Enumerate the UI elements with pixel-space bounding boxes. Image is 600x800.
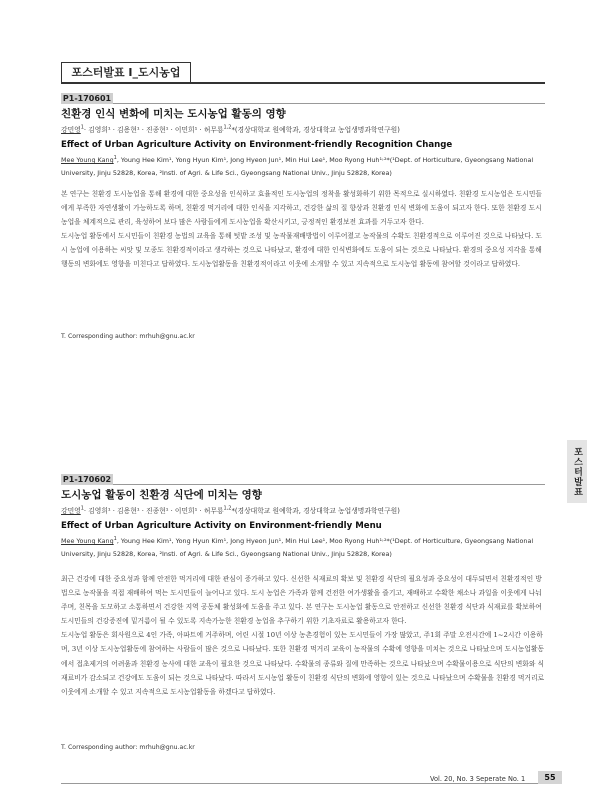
paper-authors-korean: 강민영$^1$· 김영희¹ · 김용현¹ · 진종현¹ · 이민희¹ · 허무룡$^{1,2}$*(경상대학교 원예학과, 경상대학교 농업생명과학연구원) bbox=[61, 124, 400, 134]
page-number: 55 bbox=[538, 771, 562, 784]
coauthors-english: , Young Hee Kim¹, Yong Hyun Kim¹, Jong Hyeon Jun¹, Min Hui Lee¹, Moo Ryong Huh¹˒²*(¹Dept. of Horticulture, Gyeongsang National bbox=[116, 156, 534, 164]
paper-abstract bbox=[61, 572, 545, 699]
coauthors-english: , Young Hee Kim¹, Yong Hyun Kim¹, Jong Hyeon Jun¹, Min Hui Lee¹, Moo Ryong Huh¹˒²*(¹Dept. of Horticulture, Gyeongsang National bbox=[116, 537, 534, 545]
paper-authors-english: Mee Young Kang$^1$, Young Hee Kim¹, Yong Hyun Kim¹, Jong Hyeon Jun¹, Min Hui Lee¹, Moo Ryong Huh¹˒²*(¹Dept. of Horticulture, Gyeongsang National bbox=[61, 535, 534, 545]
footer-rule bbox=[61, 783, 545, 784]
corresponding-author: T. Corresponding author: mrhuh@gnu.ac.kr bbox=[61, 744, 195, 751]
paper-authors-english: Mee Young Kang$^1$, Young Hee Kim¹, Yong Hyun Kim¹, Jong Hyeon Jun¹, Min Hui Lee¹, Moo Ryong Huh¹˒²*(¹Dept. of Horticulture, Gyeongsang National bbox=[61, 154, 534, 164]
coauthors-korean: · 김영희¹ · 김용현¹ · 진종현¹ · 이민희¹ · 허무룡 bbox=[83, 126, 224, 134]
coauthors-korean: · 김영희¹ · 김용현¹ · 진종현¹ · 이민희¹ · 허무룡 bbox=[83, 507, 224, 515]
paper-title-english: Effect of Urban Agriculture Activity on Environment-friendly Recognition Change bbox=[61, 140, 453, 150]
corresponding-author: T. Corresponding author: mrhuh@gnu.ac.kr bbox=[61, 333, 195, 340]
side-section-tab: 포스터발표 bbox=[567, 440, 587, 503]
paper-affiliation-english: University, Jinju 52828, Korea, ²Insti. of Agri. & Life Sci., Gyeongsang National Univ., Jinju 52828, Korea) bbox=[61, 169, 392, 177]
abstract-paragraph: 도시농업 활동은 회사원으로 4인 가족, 아파트에 거주하며, 어린 시절 10년 이상 농촌경험이 있는 도시민들이 가장 많았고, 주1회 주말 오전시간에 1~2시간 이용하며, 3년 이상 도시농업활동에 참여하는 사람들이 많은 것으로 나타났다. 또한 친환경 먹거리 교육이 농작물의 수확에 영향을 미치는 것으로 나타났으며 도시농업활동에서 접초제거의 어려움과 친환경 농사에 대한 교육이 필요한 것으로 나타났다. 수확물의 종류와 질에 만족하는 것으로 나타났으며 수확물이용으로 식단의 변화와 식재료비가 감소되고 건강에도 도움이 되는 것으로 나타났다. 따라서 도시농업 활동이 친환경 식단의 변화에 영향이 있는 것으로 나타났으며 수확물을 친환경 먹거리로 이웃에게 소개할 수 있고 지속적으로 도시농업활동을 하겠다고 답하였다. bbox=[61, 631, 545, 696]
section-tab: 포스터발표 I_도시농업 bbox=[61, 62, 191, 83]
presenter-name-english: Mee Young Kang bbox=[61, 156, 114, 164]
abstract-paragraph: 도시농업 활동에서 도시민들이 친환경 농법의 교육을 통해 텃밭 조성 및 농작물재배방법이 이루어졌고 농작물의 수확도 친환경적으로 이루어진 것으로 나타났다. 도시 농업에 이용하는 씨앗 및 모종도 친환경적이라고 생각하는 것으로 나타났고, 환경에 대한 인식변화에도 도움이 되는 것으로 나타났다. 환경의 중요성 지각을 통해 행동의 변화에도 영향을 미친다고 답하였다. 도시농업활동을 친환경적이라고 이웃에 소개할 수 있고 지속적으로 도시농업 활동에 참여할 것이라고 답하였다. bbox=[61, 232, 542, 269]
paper-code-badge: P1-170601 bbox=[62, 94, 112, 103]
paper-title-korean: 친환경 인식 변화에 미치는 도시농업 활동의 영향 bbox=[61, 108, 286, 120]
paper-code-rule bbox=[113, 484, 545, 485]
paper-code-badge: P1-170602 bbox=[62, 475, 112, 484]
paper-abstract bbox=[61, 187, 545, 272]
paper-title-english: Effect of Urban Agriculture Activity on Environment-friendly Menu bbox=[61, 521, 382, 531]
affiliation-korean: (경상대학교 원예학과, 경상대학교 농업생명과학연구원) bbox=[234, 126, 400, 134]
header-rule bbox=[61, 82, 545, 84]
presenter-name-korean: 강민영 bbox=[61, 126, 81, 134]
paper-code-rule bbox=[113, 103, 545, 104]
abstract-paragraph: 본 연구는 친환경 도시농업을 통해 환경에 대한 중요성을 인식하고 효율적인 도시농업의 정착을 활성화하기 위한 목적으로 실시하였다. 친환경 도시농업은 도시민들에게 부족한 자연생활이 가능하도록 하며, 친환경 먹거리에 대한 인식을 지각하고, 건강한 삶의 질 향상과 친환경 인식 변화에 도움이 되고자 한다. 또한 친환경 도시농업을 체계적으로 관리, 육성하여 보다 많은 사람들에게 도시농업을 확산시키고, 긍정적인 환경보전 효과를 거두고자 한다. bbox=[61, 190, 542, 227]
presenter-name-english: Mee Young Kang bbox=[61, 537, 114, 545]
paper-affiliation-english: University, Jinju 52828, Korea, ²Insti. of Agri. & Life Sci., Gyeongsang National Univ., Jinju 52828, Korea) bbox=[61, 550, 392, 558]
journal-info: Vol. 20, No. 3 Seperate No. 1 bbox=[430, 775, 526, 783]
paper-title-korean: 도시농업 활동이 친환경 식단에 미치는 영향 bbox=[61, 489, 262, 501]
affiliation-korean: (경상대학교 원예학과, 경상대학교 농업생명과학연구원) bbox=[234, 507, 400, 515]
presenter-name-korean: 강민영 bbox=[61, 507, 81, 515]
paper-authors-korean: 강민영$^1$· 김영희¹ · 김용현¹ · 진종현¹ · 이민희¹ · 허무룡$^{1,2}$*(경상대학교 원예학과, 경상대학교 농업생명과학연구원) bbox=[61, 505, 400, 515]
abstract-paragraph: 최근 건강에 대한 중요성과 함께 안전한 먹거리에 대한 관심이 증가하고 있다. 신선한 식재료의 확보 및 친환경 식단의 필요성과 중요성이 대두되면서 친환경적인 방법으로 농작물을 직접 재배하여 먹는 도시민들이 늘어나고 있다. 도시 농업은 가족과 함께 건전한 여가생활을 즐기고, 재배하고 수확한 채소나 과일을 이웃에게 나눠주며, 친목을 도모하고 소통하면서 건강한 지역 공동체 활성화에 도움을 주고 있다. 본 연구는 도시농업 활동으로 안전하고 신선한 친환경 식단과 식재료를 확보하여 도시민들의 건강증진에 밑거름이 될 수 있도록 지속가능한 친환경 농업을 추구하기 위한 기초자료로 활용하고자 한다. bbox=[61, 575, 542, 626]
